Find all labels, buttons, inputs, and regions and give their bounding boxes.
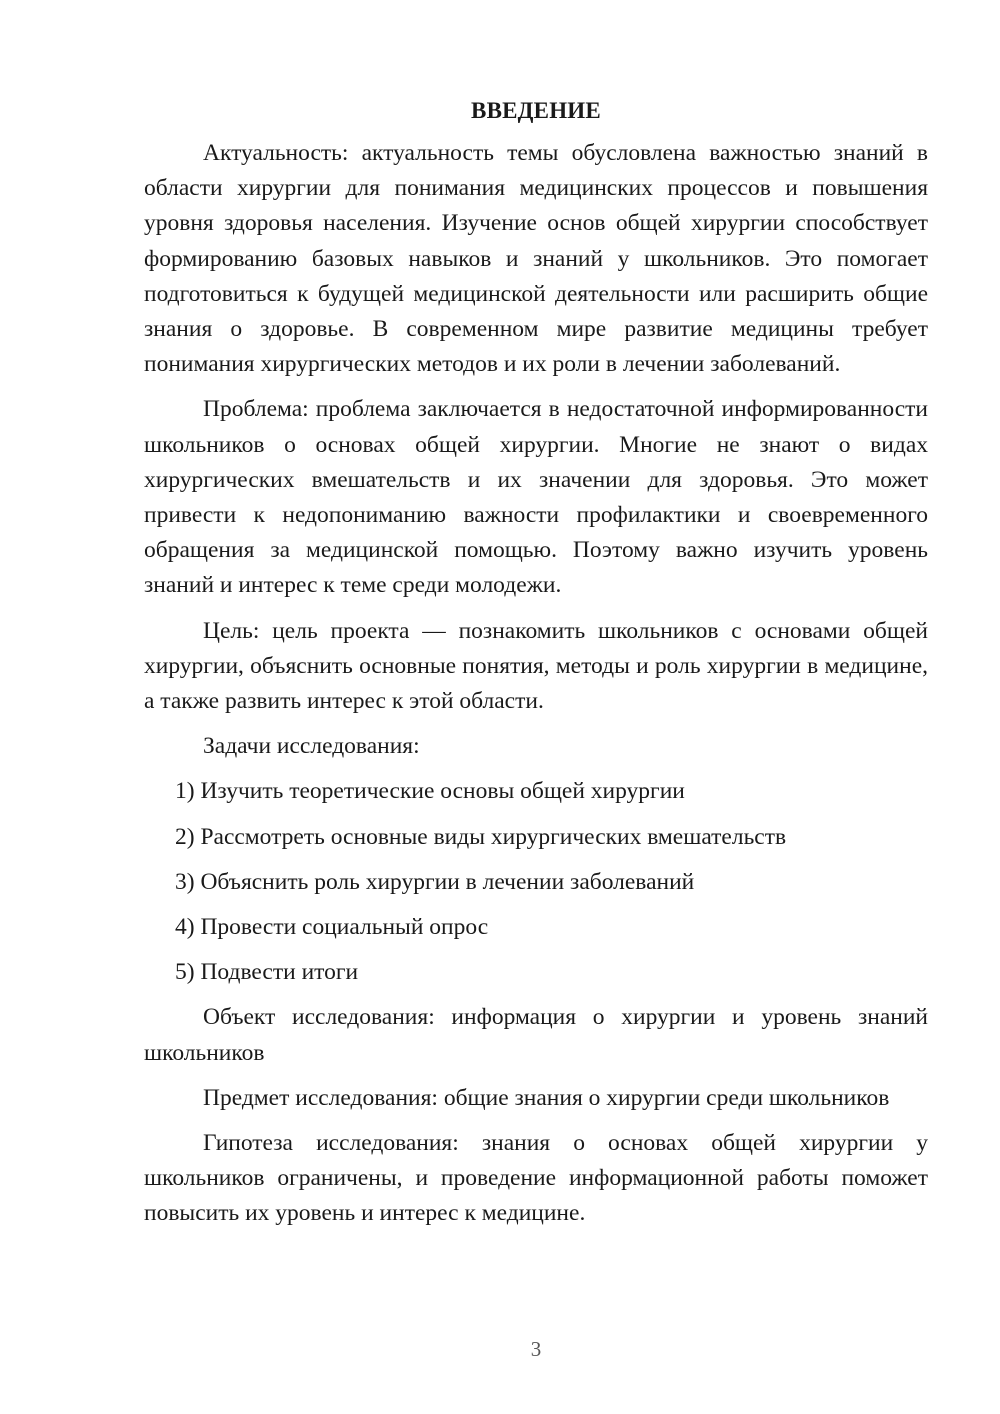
page-content xyxy=(144,93,928,1242)
task-item: 4) Провести социальный опрос xyxy=(175,914,489,941)
task-item: 5) Подвести итоги xyxy=(175,959,359,986)
paragraph-object: Объект исследования: информация о хирургии и уровень знаний школьников xyxy=(144,1004,928,1066)
section-title: ВВЕДЕНИЕ xyxy=(471,98,601,123)
paragraph-relevance: Актуальность: актуальность темы обусловлена важностью знаний в области хирургии для понимания медицинских процессов и повышения уровня здоровья населения. Изучение основ общей хирургии способствует формированию базовых навыков и знаний у школьников. Это помогает подготовиться к будущей медицинской деятельности или расширить общие знания о здоровье. В современном мире развитие медицины требует понимания хирургических методов и их роли в лечении заболеваний. xyxy=(144,140,928,378)
paragraph-goal: Цель: цель проекта — познакомить школьников с основами общей хирургии, объяснить основные понятия, методы и роль хирургии в медицине, а также развить интерес к этой области. xyxy=(144,617,928,715)
task-item: 1) Изучить теоретические основы общей хирургии xyxy=(175,778,685,805)
tasks-list xyxy=(144,774,928,990)
tasks-heading: Задачи исследования: xyxy=(203,733,420,760)
task-item: 3) Объяснить роль хирургии в лечении заболеваний xyxy=(175,868,695,895)
paragraph-problem: Проблема: проблема заключается в недостаточной информированности школьников о основах общей хирургии. Многие не знают о видах хирургических вмешательств и их значении для здоровья. Это может привести к недопониманию важности профилактики и своевременного обращения за медицинской помощью. Поэтому важно изучить уровень знаний и интерес к теме среди молодежи. xyxy=(144,396,928,599)
task-item: 2) Рассмотреть основные виды хирургических вмешательств xyxy=(175,823,787,850)
paragraph-hypothesis: Гипотеза исследования: знания о основах общей хирургии у школьников ограничены, и проведение информационной работы поможет повысить их уровень и интерес к медицине. xyxy=(144,1130,928,1227)
paragraph-subject: Предмет исследования: общие знания о хирургии среди школьников xyxy=(203,1084,890,1111)
page-number: 3 xyxy=(530,1337,542,1361)
